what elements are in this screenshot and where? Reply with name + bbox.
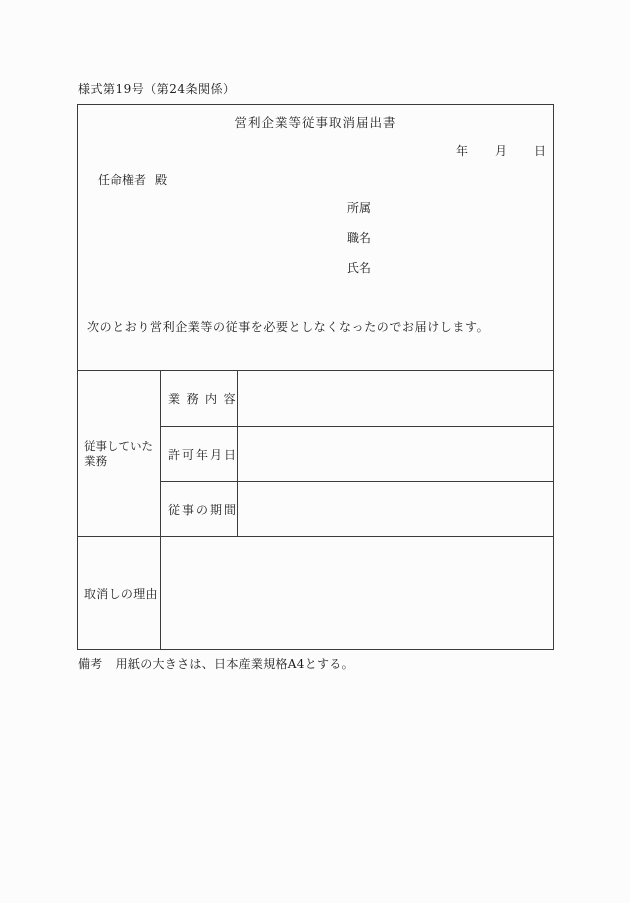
addressee-label: 任命権者 (98, 173, 147, 187)
engaged-business-label-cell: 従事していた業務 (78, 371, 161, 537)
addressee-line (98, 171, 167, 188)
signature-block (347, 201, 371, 291)
form-table (78, 371, 553, 650)
remarks-line (78, 655, 354, 672)
permission-date-label-cell: 許可年月日 (161, 427, 238, 482)
cancellation-reason-label-cell: 取消しの理由 (78, 537, 161, 650)
form-outline-box (77, 104, 554, 650)
declaration-text: 次のとおり営利企業等の従事を必要としなくなったのでお届けします。 (87, 320, 490, 334)
date-year-label: 年 (455, 144, 468, 158)
business-content-label-cell: 業務内容 (161, 371, 238, 427)
cancellation-reason-value-cell (161, 537, 553, 650)
affiliation-label: 所属 (347, 201, 372, 215)
remarks-prefix-label: 備考 (78, 657, 103, 671)
form-header-section (78, 105, 553, 371)
honorific-label: 殿 (155, 173, 168, 187)
engagement-period-label-cell: 従事の期間 (161, 482, 238, 537)
document-title: 営利企業等従事取消届出書 (234, 115, 397, 130)
form-number: 様式第19号（第24条関係） (78, 82, 236, 96)
engagement-period-value-cell (238, 482, 553, 537)
date-day-label: 日 (533, 144, 546, 158)
date-line (456, 142, 546, 159)
remarks-text: 用紙の大きさは、日本産業規格A4とする。 (115, 657, 354, 671)
position-label: 職名 (347, 231, 372, 245)
permission-date-value-cell (238, 427, 553, 482)
date-month-label: 月 (494, 144, 507, 158)
business-content-value-cell (238, 371, 553, 427)
name-label: 氏名 (347, 261, 372, 275)
